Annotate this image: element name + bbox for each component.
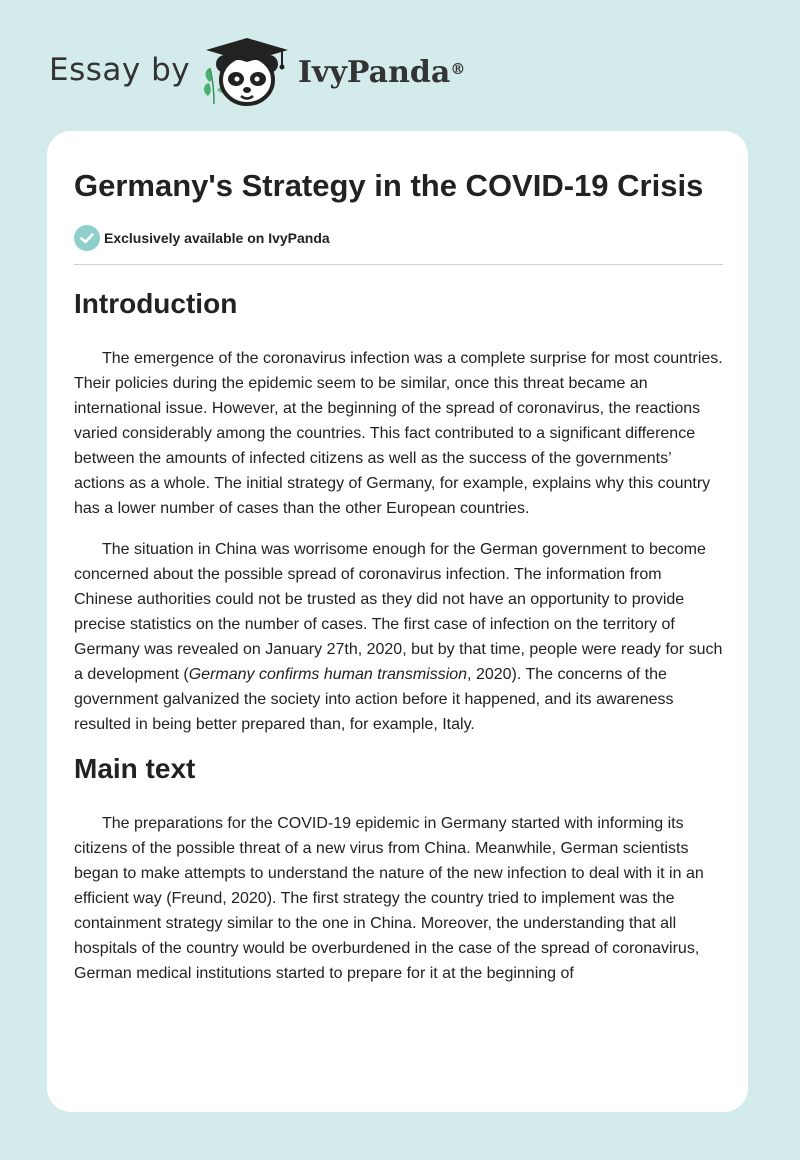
- essay-card: [47, 131, 748, 1112]
- site-header: [0, 0, 800, 120]
- essay-content: [74, 165, 723, 986]
- panda-graduate-logo-icon[interactable]: [200, 34, 295, 109]
- intro-paragraph-1: The emergence of the coronavirus infection was a complete surprise for most countries. Their policies during the epidemic seem to be similar, once this threat became an international issue. However, at the beginning of the spread of coronavirus, the reactions varied considerably among the countries. This fact contributed to a significant difference between the amounts of infected citizens as well as the success of the governments’ actions as a whole. The initial strategy of Germany, for example, explains why this country has a lower number of cases than the other European countries.: [74, 350, 723, 517]
- section-heading-main-text: Main text: [74, 753, 196, 784]
- paragraph-text: , 2020). The concerns of the government galvanized the society into action before it happened, and its awareness resulted in being better prepared than, for example, Italy.: [74, 666, 674, 733]
- essay-title: Germany's Strategy in the COVID-19 Crisis: [74, 168, 704, 203]
- exclusive-badge: [74, 225, 723, 251]
- citation-title: Germany confirms human transmission: [188, 666, 468, 683]
- registered-mark: ®: [450, 60, 466, 78]
- exclusive-badge-label: Exclusively available on IvyPanda: [104, 230, 330, 246]
- intro-paragraph-2: [74, 537, 723, 737]
- brand-text: IvyPanda: [298, 55, 451, 90]
- essay-by-label: Essay by: [49, 52, 191, 88]
- title-divider: [74, 264, 723, 265]
- paragraph-text: The situation in China was worrisome enough for the German government to become concerned about the possible spread of coronavirus infection. The information from Chinese authorities could not be trusted as they did not have an opportunity to provide precise statistics on the number of cases. The first case of infection on the territory of Germany was revealed on January 27th, 2020, but by that time, people were ready for such a development (: [74, 541, 723, 683]
- check-circle-icon: [74, 225, 100, 251]
- section-heading-introduction: Introduction: [74, 288, 238, 319]
- brand-name[interactable]: [298, 53, 465, 93]
- main-paragraph-1: The preparations for the COVID-19 epidemic in Germany started with informing its citizens of the possible threat of a new virus from China. Meanwhile, German scientists began to make attempts to understand the nature of the new infection to deal with it in an efficient way (Freund, 2020). The first strategy the country tried to implement was the containment strategy similar to the one in China. Moreover, the understanding that all hospitals of the country would be overburdened in the case of the spread of coronavirus, German medical institutions started to prepare for it at the beginning of: [74, 815, 704, 982]
